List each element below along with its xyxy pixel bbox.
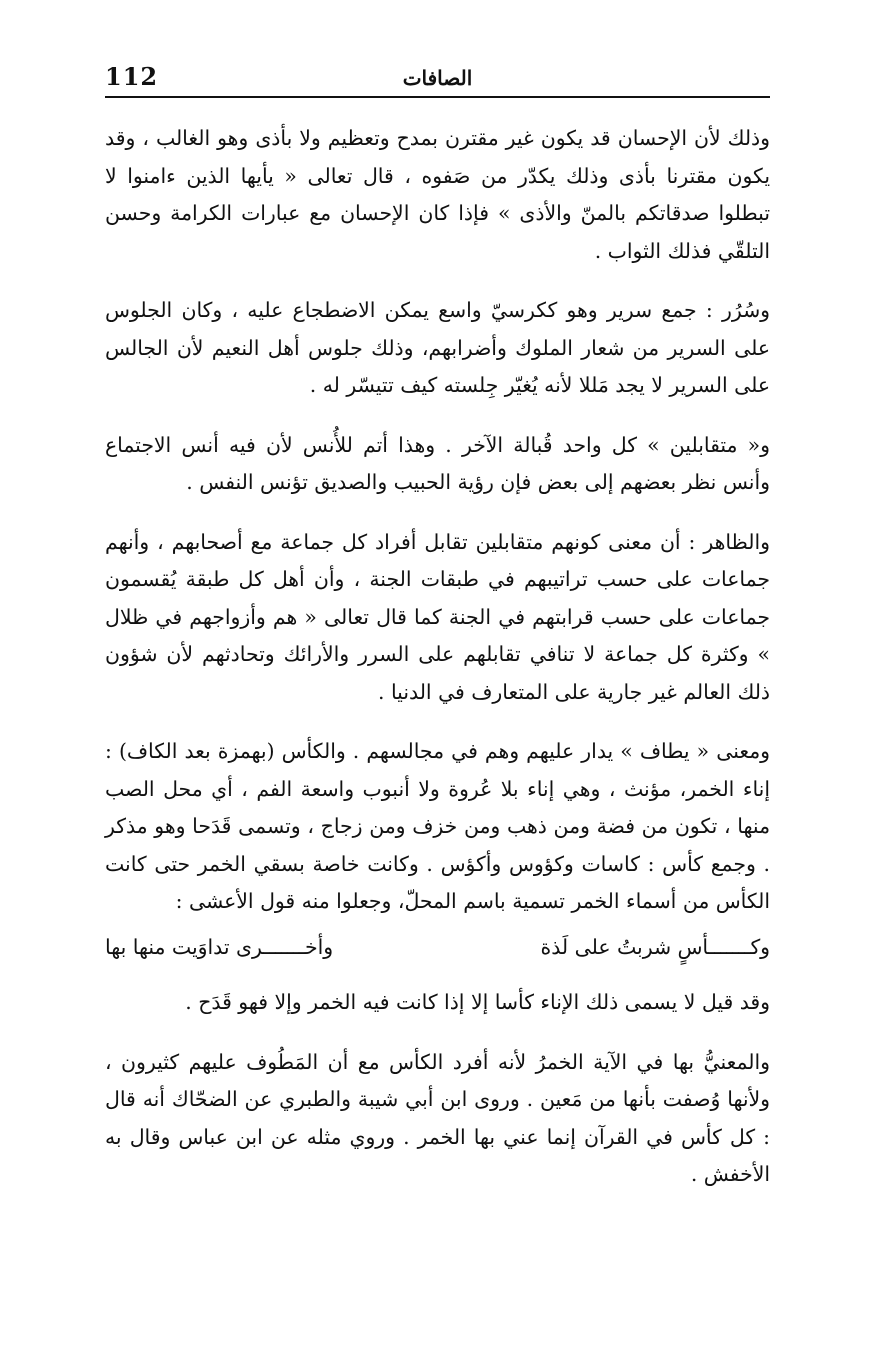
paragraph: والمعنيُّ بها في الآية الخمرُ لأنه أفرد الكأس مع أن المَطُوف عليهم كثيرون ، ولأنها وُصفت بأنها من مَعين . وروى ابن أبي شيبة والطبري عن الضحّاك أنه قال : كل كأس في القرآن إنما عني بها الخمر . وروي مثله عن ابن عباس وقال به الأخفش . <box>105 1049 770 1186</box>
paragraph: وقد قيل لا يسمى ذلك الإناء كأسا إلا إذا كانت فيه الخمر وإلا فهو قَدَح . <box>185 990 770 1014</box>
paragraph: ومعنى « يطاف » يدار عليهم وهم في مجالسهم . والكأس (بهمزة بعد الكاف) : إناء الخمر، مؤنث ، وهي إناء بلا عُروة ولا أنبوب واسعة الفم ، أي محل الصب منها ، تكون من فضة ومن ذهب ومن خزف ومن زجاج ، وتسمى قَدَحا وهو مذكر . وجمع كأس : كاسات وكؤوس وأكؤس . وكانت خاصة بسقي الخمر حتى كانت الكأس من أسماء الخمر تسمية باسم المحلّ، وجعلوا منه قول الأعشى : <box>105 739 770 913</box>
page-header <box>105 60 770 96</box>
paragraph: وسُرُر : جمع سرير وهو ككرسيّ واسع يمكن الاضطجاع عليه ، وكان الجلوس على السرير من شعار الملوك وأضرابهم، وذلك جلوس أهل النعيم لأن الجالس على السرير لا يجد مَللا لأنه يُغيّر جِلسته كيف تتيسّر له . <box>105 298 770 397</box>
chapter-title: الصافات <box>402 66 473 90</box>
poetry-verse <box>105 929 770 967</box>
page-number: 112 <box>105 62 159 91</box>
verse-second-hemistich: وأخـــــــرى تداوَيت منها بها <box>105 934 334 959</box>
book-page <box>105 60 770 1216</box>
verse-first-hemistich: وكـــــــأسٍ شربتُ على لَذة <box>540 934 770 959</box>
paragraph: و« متقابلين » كل واحد قُبالة الآخر . وهذا أتم للأُنس لأن فيه أنس الاجتماع وأنس نظر بعضهم إلى بعض فإن رؤية الحبيب والصديق تؤنس النفس . <box>105 432 770 494</box>
paragraph: والظاهر : أن معنى كونهم متقابلين تقابل أفراد كل جماعة مع أصحابهم ، وأنهم جماعات على حسب تراتيبهم في طبقات الجنة ، وأن أهل كل طبقة يُقسمون جماعات على حسب قرابتهم في الجنة كما قال تعالى « هم وأزواجهم في ظلال » وكثرة كل جماعة لا تنافي تقابلهم على السرر والأرائك وتحادثهم لأن شؤون ذلك العالم غير جارية على المتعارف في الدنيا . <box>105 529 770 704</box>
paragraph: وذلك لأن الإحسان قد يكون غير مقترن بمدح وتعظيم ولا بأذى وهو الغالب ، وقد يكون مقترنا بأذى وذلك يكدّر من صَفوه ، قال تعالى « يأيها الذين ءامنوا لا تبطلوا صدقاتكم بالمنّ والأذى » فإذا كان الإحسان مع عبارات الكرامة وحسن التلقّي فذلك الثواب . <box>105 126 770 263</box>
header-rule <box>105 96 770 98</box>
